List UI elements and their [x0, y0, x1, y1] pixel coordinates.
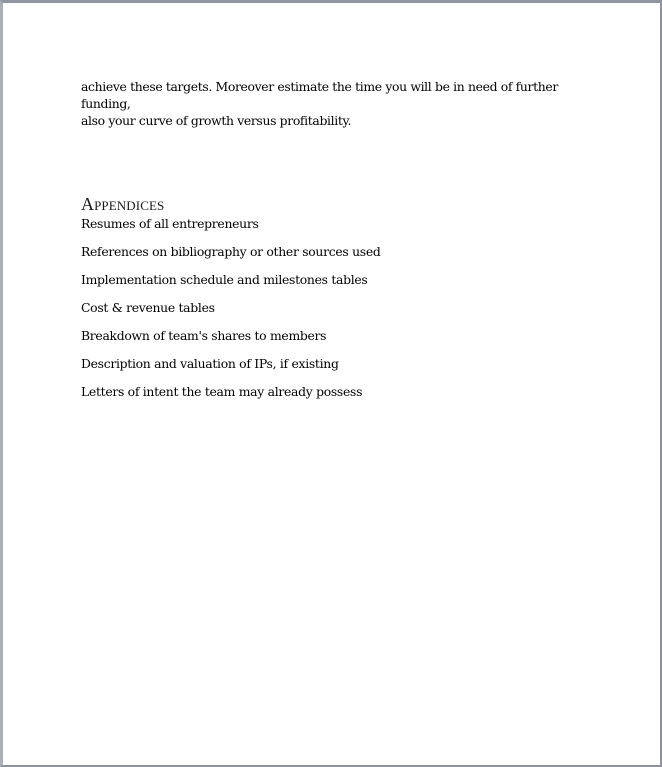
appendix-item-shares: Breakdown of team's shares to members: [81, 328, 327, 343]
appendix-item-ip-valuation: Description and valuation of IPs, if existing: [81, 356, 339, 371]
appendix-item-references: References on bibliography or other sources used: [81, 244, 381, 259]
appendices-list: [81, 216, 581, 399]
appendix-item-schedule: Implementation schedule and milestones tables: [81, 272, 368, 287]
appendix-item-letters-of-intent: Letters of intent the team may already possess: [81, 384, 363, 399]
appendix-item-resumes: Resumes of all entrepreneurs: [81, 216, 259, 231]
page-content: [81, 78, 581, 412]
intro-paragraph: achieve these targets. Moreover estimate the time you will be in need of further funding, also your curve of growth versus profitability.: [81, 79, 558, 128]
appendix-item-cost-revenue: Cost & revenue tables: [81, 300, 215, 315]
appendices-heading: Appendices: [81, 194, 165, 214]
